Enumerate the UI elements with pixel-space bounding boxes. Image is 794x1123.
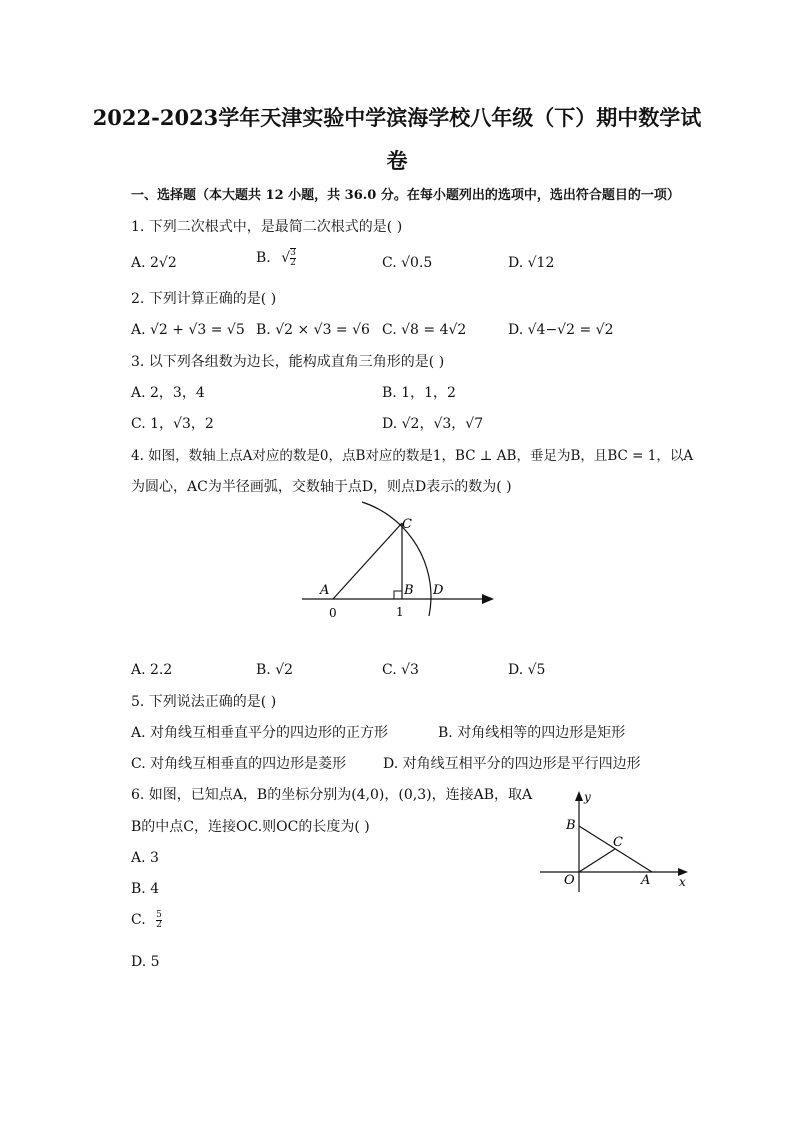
label-b: B (566, 818, 576, 833)
right-angle-mark (394, 591, 402, 599)
question-3-option-b: B. 1，1，2 (382, 385, 456, 401)
question-6-option-c (131, 910, 162, 930)
question-1-option-b-label: B. (256, 250, 271, 266)
question-2-option-b: B. √2 × √3 = √6 (256, 322, 370, 338)
y-axis-arrow (575, 791, 583, 801)
page-title: 2022-2023学年天津实验中学滨海学校八年级（下）期中数学试 (92, 105, 702, 130)
question-6-option-b: B. 4 (131, 881, 160, 897)
question-4-option-d: D. √5 (508, 662, 546, 678)
question-5-option-c: C. 对角线互相垂直的四边形是菱形 (131, 756, 347, 772)
label-c: C (613, 835, 623, 850)
question-6-stem-line-2: B的中点C，连接OC.则OC的长度为( ) (131, 819, 370, 835)
question-3-option-d: D. √2，√3，√7 (382, 416, 484, 432)
question-6-stem-line-1: 6. 如图，已知点A，B的坐标分别为(4,0)，(0,3)，连接AB，取A (131, 787, 533, 803)
question-1-option-b-numerator: 3 (290, 248, 296, 258)
label-c: C (402, 517, 412, 532)
number-line-figure (290, 500, 510, 630)
question-6-option-c-label: C. (131, 912, 146, 928)
label-x: x (679, 875, 686, 889)
question-2-option-d: D. √4−√2 = √2 (508, 322, 614, 338)
question-4-stem-line-1: 4. 如图，数轴上点A对应的数是0，点B对应的数是1，BC ⊥ AB，垂足为B，且BC = 1，以A (131, 448, 694, 464)
page-title-continued: 卷 (386, 148, 408, 173)
question-1-stem: 1. 下列二次根式中，是最简二次根式的是( ) (131, 219, 403, 235)
question-5-stem: 5. 下列说法正确的是( ) (131, 694, 277, 710)
question-4-option-b: B. √2 (256, 662, 294, 678)
question-5-option-a: A. 对角线互相垂直平分的四边形的正方形 (131, 725, 389, 741)
question-2-stem: 2. 下列计算正确的是( ) (131, 291, 277, 307)
coordinate-figure (536, 786, 696, 896)
question-4-option-c: C. √3 (382, 662, 419, 678)
question-1-option-c: C. √0.5 (382, 255, 433, 271)
question-3-option-a: A. 2，3，4 (131, 385, 205, 401)
question-6-option-a: A. 3 (131, 850, 159, 866)
question-4-option-a: A. 2.2 (131, 662, 173, 678)
tick-label-0: 0 (329, 606, 337, 620)
label-a: A (641, 873, 651, 888)
question-5-option-b: B. 对角线相等的四边形是矩形 (438, 725, 626, 741)
question-5-option-d: D. 对角线互相平分的四边形是平行四边形 (383, 756, 641, 772)
tick-label-1: 1 (396, 605, 404, 619)
question-2-option-c: C. √8 = 4√2 (382, 322, 467, 338)
question-3-option-c: C. 1，√3，2 (131, 416, 214, 432)
label-a: A (320, 583, 330, 598)
question-1-option-a: A. 2√2 (131, 255, 177, 271)
question-1-option-d: D. √12 (508, 255, 555, 271)
question-3-stem: 3. 以下列各组数为边长，能构成直角三角形的是( ) (131, 354, 445, 370)
question-2-option-a: A. √2 + √3 = √5 (131, 322, 245, 338)
question-1-option-b: B. √ $\frac{3}{2}$ (256, 248, 296, 268)
section-heading: 一、选择题（本大题共 12 小题，共 36.0 分。在每小题列出的选项中，选出符合题目的一项） (131, 188, 680, 203)
label-d: D (433, 583, 444, 598)
label-y: y (584, 790, 591, 804)
question-4-stem-line-2: 为圆心，AC为半径画弧，交数轴于点D，则点D表示的数为( ) (131, 479, 512, 495)
question-6-option-c-numerator: 5 (156, 909, 162, 920)
question-1-option-b-denominator: 2 (290, 258, 296, 268)
segment-oc (579, 849, 615, 872)
question-6-option-c-denominator: 2 (156, 919, 162, 930)
question-6-option-d: D. 5 (131, 954, 160, 970)
segment-ac (333, 523, 402, 599)
label-b: B (404, 583, 414, 598)
number-line-arrow (482, 594, 494, 604)
label-o: O (564, 873, 575, 888)
